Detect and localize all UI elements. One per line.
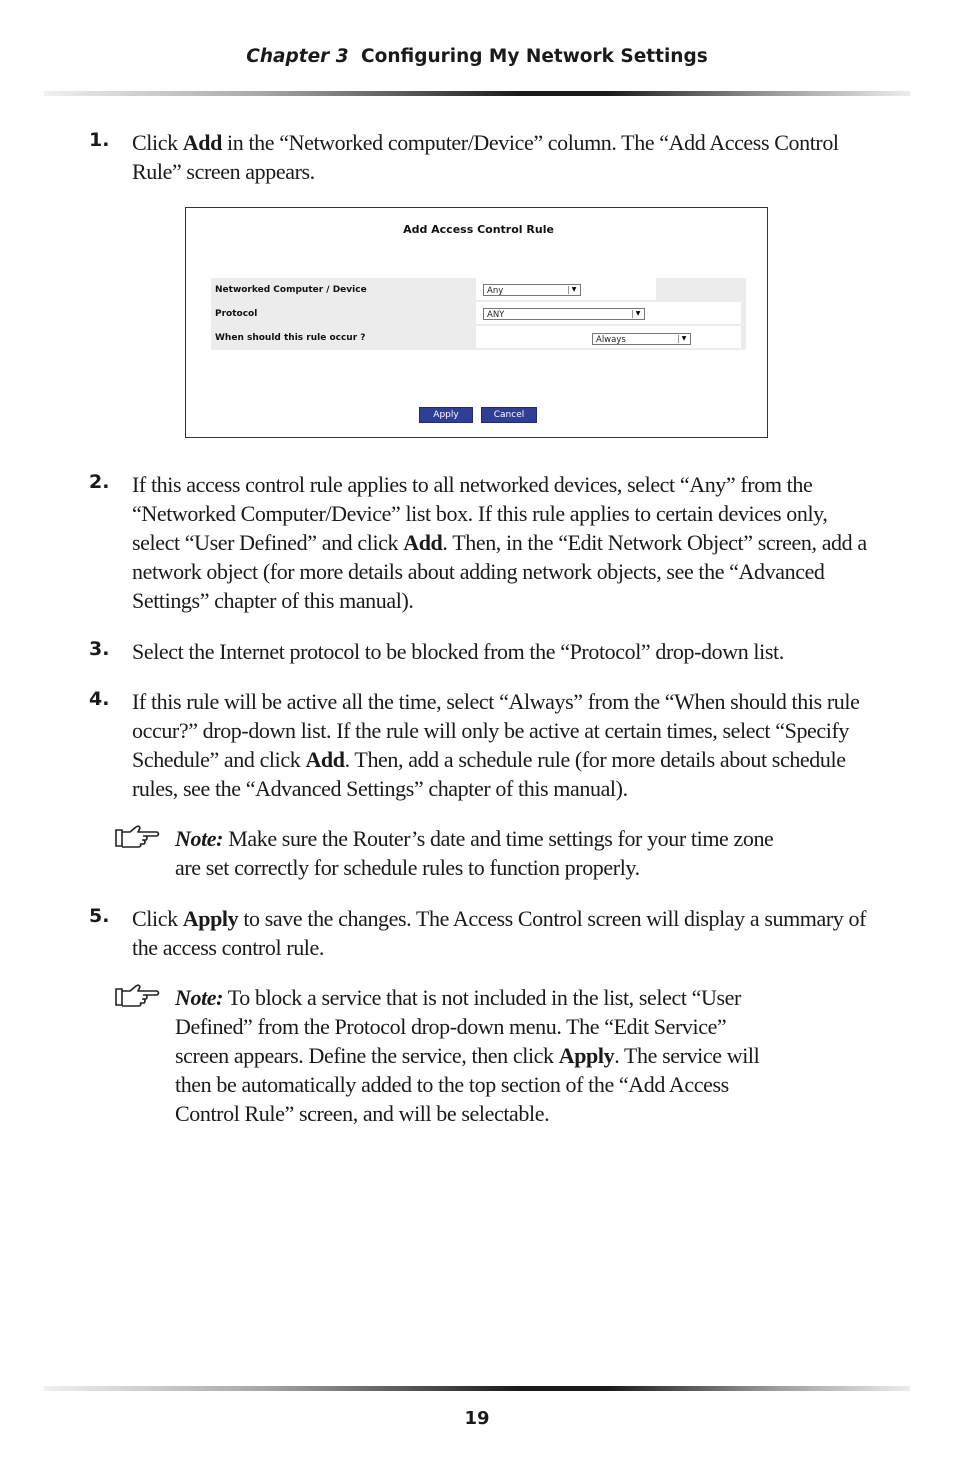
schedule-label: When should this rule occur ?	[215, 333, 366, 343]
footer-rule	[44, 1386, 910, 1391]
device-label: Networked Computer / Device	[215, 285, 367, 295]
step-2	[89, 470, 879, 615]
note-label: Note:	[175, 826, 224, 851]
note-bold: Apply	[558, 1043, 615, 1068]
screenshot-title: Add Access Control Rule	[403, 223, 554, 236]
step-text: Click	[132, 906, 183, 931]
header-rule	[44, 91, 910, 96]
note-2	[113, 983, 783, 1128]
step-number: 4.	[89, 688, 110, 710]
schedule-select[interactable]	[592, 333, 691, 345]
form-row-protocol	[211, 302, 746, 326]
add-access-control-rule-screenshot	[185, 207, 768, 438]
step-text: Select the Internet protocol to be blocked from the “Protocol” drop-down list.	[132, 639, 784, 664]
step-number: 1.	[89, 129, 110, 151]
note-label: Note:	[175, 985, 224, 1010]
cancel-button[interactable]: Cancel	[481, 407, 537, 423]
apply-button[interactable]: Apply	[419, 407, 473, 423]
protocol-select[interactable]	[483, 308, 645, 320]
protocol-value: ANY	[487, 310, 505, 320]
step-bold: Apply	[182, 906, 239, 931]
form-row-device	[211, 278, 746, 302]
chapter-label: Chapter 3	[246, 46, 349, 67]
step-5	[89, 904, 879, 962]
page-number: 19	[464, 1408, 490, 1429]
form-row-schedule	[211, 326, 746, 350]
chevron-down-icon: ▼	[678, 335, 689, 343]
step-text: to save the changes. The Access Control screen will display a summary of the access control rule.	[132, 906, 867, 960]
note-text: Make sure the Router’s date and time settings for your time zone are set correctly for schedule rules to function properly.	[175, 826, 774, 880]
step-number: 2.	[89, 471, 110, 493]
step-bold: Add	[403, 530, 443, 555]
pointing-hand-icon	[113, 824, 161, 850]
step-bold: Add	[182, 130, 222, 155]
step-text: in the “Networked computer/Device” column. The “Add Access Control Rule” screen appears.	[132, 130, 839, 184]
chapter-title: Configuring My Network Settings	[361, 46, 708, 67]
chevron-down-icon: ▼	[568, 286, 579, 294]
device-value: Any	[487, 286, 504, 296]
step-number: 5.	[89, 905, 110, 927]
step-text: . Then, add a schedule rule (for more details about schedule rules, see the “Advanced Settings” chapter of this manual).	[132, 747, 846, 801]
step-3	[89, 637, 879, 666]
page-header	[0, 46, 954, 67]
note-text: . The service will then be automatically added to the top section of the “Add Access Control Rule” screen, and will be selectable.	[175, 1043, 760, 1126]
step-bold: Add	[305, 747, 345, 772]
step-text: If this access control rule applies to all networked devices, select “Any” from the “Networked Computer/Device” list box. If this rule applies to certain devices only, select “User Defined” and click	[132, 472, 828, 555]
schedule-value: Always	[596, 335, 626, 345]
protocol-label: Protocol	[215, 309, 258, 319]
rule-form	[211, 278, 746, 350]
pointing-hand-icon	[113, 983, 161, 1009]
step-text: If this rule will be active all the time, select “Always” from the “When should this rule occur?” drop-down list. If the rule will only be active at certain times, select “Specify Schedule” and click	[132, 689, 860, 772]
note-text: To block a service that is not included in the list, select “User Defined” from the Protocol drop-down menu. The “Edit Service” screen appears. Define the service, then click	[175, 985, 741, 1068]
step-4	[89, 687, 879, 803]
note-1	[113, 824, 783, 882]
device-select[interactable]	[483, 284, 581, 296]
step-number: 3.	[89, 638, 110, 660]
step-text: . Then, in the “Edit Network Object” screen, add a network object (for more details about adding network objects, see the “Advanced Settings” chapter of this manual).	[132, 530, 867, 613]
chevron-down-icon: ▼	[632, 310, 643, 318]
step-1	[89, 128, 879, 186]
step-text: Click	[132, 130, 183, 155]
